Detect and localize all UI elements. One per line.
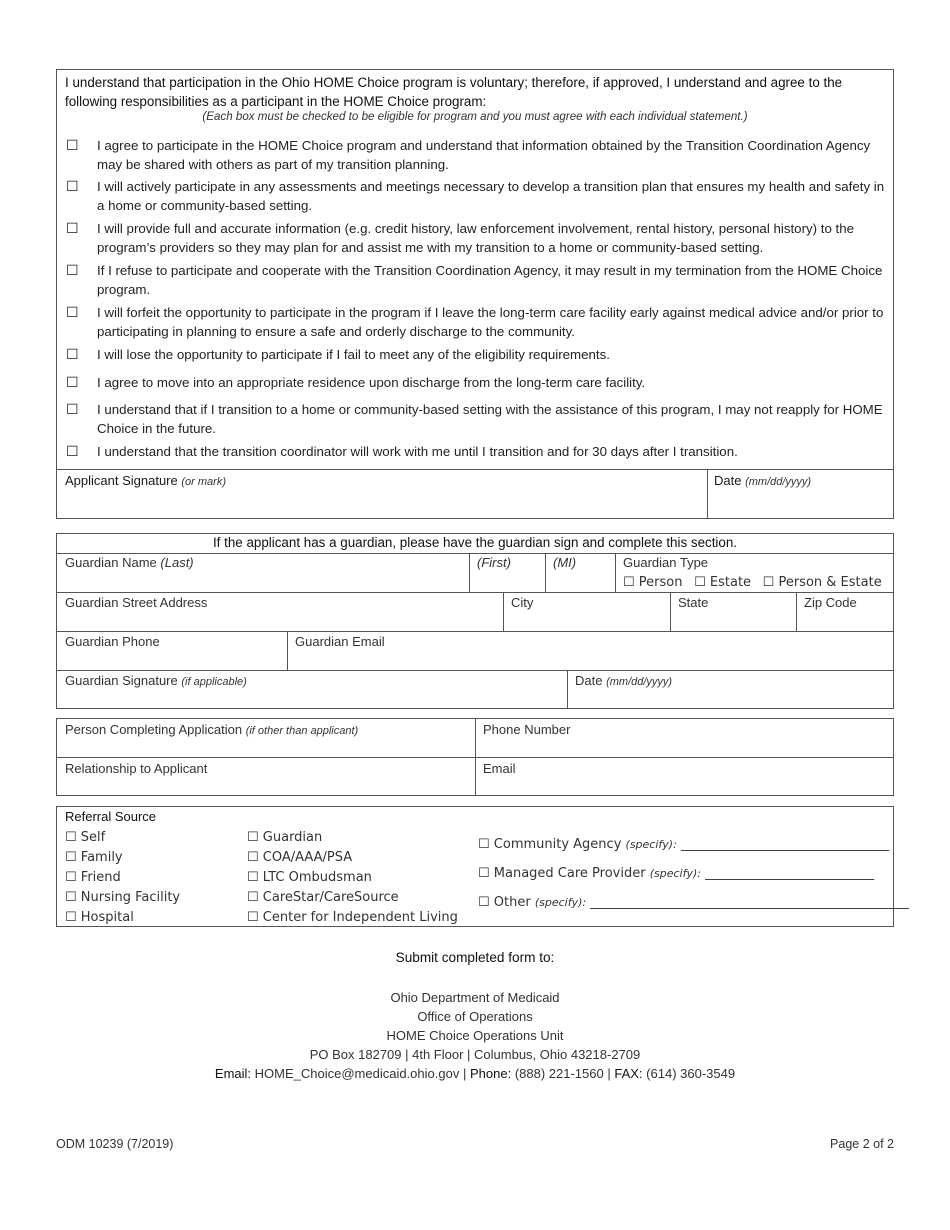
statement-text: I understand that the transition coordinator will work with me until I transition and for 30 days after I transition. [97,444,738,459]
referral-other[interactable] [478,895,909,910]
referral-other-label: ☐ Other [478,895,531,910]
guardian-email-field[interactable]: Guardian Email [295,634,385,649]
referral-guardian-checkbox[interactable]: ☐ Guardian [247,830,323,845]
guardian-zip-field[interactable]: Zip Code [804,595,857,610]
guardian-name-field[interactable] [65,555,194,570]
referral-title: Referral Source [65,809,157,824]
referral-community-agency[interactable] [478,837,889,852]
completer-email-field[interactable]: Email [483,761,516,776]
guardian-type-options [623,574,882,590]
referral-self-checkbox[interactable]: ☐ Self [65,830,106,845]
submit-fax-value: (614) 360-3549 [646,1066,736,1081]
statement-text: I will provide full and accurate information (e.g. credit history, law enforcement involvement, rental history, personal history) to the program’s providers so they may plan for and assist me with my transition to a home or community-based setting. [97,221,855,255]
referral-hospital-checkbox[interactable]: ☐ Hospital [65,910,134,925]
referral-managed-care-line[interactable]: __________________________ [705,866,875,881]
completer-person-hint: (if other than applicant) [245,725,359,737]
applicant-date-hint: (mm/dd/yyyy) [745,476,812,488]
statement-checkbox[interactable]: ☐ [66,375,79,391]
referral-community-agency-line[interactable]: ________________________________ [680,837,889,852]
completer-phone-field[interactable]: Phone Number [483,722,571,737]
responsibilities-section [56,69,894,519]
statement-checkbox[interactable]: ☐ [66,402,79,418]
applicant-signature-field[interactable] [65,473,226,488]
statement-checkbox[interactable]: ☐ [66,305,79,321]
statement-text: If I refuse to participate and cooperate with the Transition Coordination Agency, it may result in my termination from the HOME Choice program. [97,263,883,297]
statement-text: I agree to move into an appropriate residence upon discharge from the long-term care facility. [97,375,646,390]
guardian-city-field[interactable]: City [511,595,534,610]
applicant-signature-label: Applicant Signature [65,473,178,488]
guardian-signature-hint: (if applicable) [181,676,247,688]
referral-center-independent-living-checkbox[interactable]: ☐ Center for Independent Living [247,910,458,925]
guardian-date-label: Date [575,673,603,688]
submit-line-4: PO Box 182709 | 4th Floor | Columbus, Ohio 43218-2709 [309,1047,641,1062]
completer-section [56,718,894,796]
submit-fax-label: FAX: [614,1066,643,1081]
guardian-type-person-checkbox[interactable]: ☐ Person [623,575,683,590]
referral-specify-hint: (specify): [649,867,701,880]
statement-checkbox[interactable]: ☐ [66,444,79,460]
submit-email-label: Email: [214,1066,252,1081]
statement-text: I agree to participate in the HOME Choice program and understand that information obtained by the Transition Coordination Agency may be shared with others as part of my transition planning. [97,138,871,172]
guardian-section [56,533,894,709]
statement-checkbox[interactable]: ☐ [66,347,79,363]
referral-column-2 [247,828,458,928]
responsibilities-note: (Each box must be checked to be eligible for program and you must agree with each individual statement.) [202,110,748,123]
guardian-mi-field[interactable]: (MI) [553,555,577,570]
submit-phone-value: (888) 221-1560 [514,1066,604,1081]
referral-ltc-ombudsman-checkbox[interactable]: ☐ LTC Ombudsman [247,870,372,885]
statement-checkbox[interactable]: ☐ [66,138,79,154]
statement-text: I understand that if I transition to a home or community-based setting with the assistance of this program, I may not reapply for HOME Choice in the future. [97,402,883,436]
submit-line-3: HOME Choice Operations Unit [386,1028,564,1043]
submit-heading: Submit completed form to: [395,950,555,965]
referral-nursing-facility-checkbox[interactable]: ☐ Nursing Facility [65,890,181,905]
applicant-date-label: Date [714,473,742,488]
guardian-signature-label: Guardian Signature [65,673,178,688]
referral-section [56,806,909,927]
completer-person-field[interactable] [65,722,358,737]
referral-community-agency-label: ☐ Community Agency [478,837,622,852]
submit-address [0,988,950,1083]
statement-checkbox[interactable]: ☐ [66,179,79,195]
referral-other-line[interactable]: _________________________________________________ [590,895,909,910]
referral-coa-aaa-psa-checkbox[interactable]: ☐ COA/AAA/PSA [247,850,353,865]
statement-checkbox[interactable]: ☐ [66,263,79,279]
guardian-type-estate-checkbox[interactable]: ☐ Estate [694,575,752,590]
applicant-date-field[interactable] [714,473,811,488]
submit-separator: | [462,1066,467,1081]
statement-text: I will lose the opportunity to participate if I fail to meet any of the eligibility requirements. [97,347,610,362]
referral-family-checkbox[interactable]: ☐ Family [65,850,123,865]
statement-text: I will actively participate in any assessments and meetings necessary to develop a transition plan that ensures my health and safety in a home or community-based setting. [97,179,885,213]
submit-contact-line [0,1064,950,1083]
submit-phone-label: Phone: [469,1066,512,1081]
completer-relationship-field[interactable]: Relationship to Applicant [65,761,208,776]
form-id: ODM 10239 (7/2019) [56,1137,174,1151]
guardian-name-last-hint: (Last) [160,555,194,570]
submit-line-2: Office of Operations [417,1009,533,1024]
guardian-type-person-estate-checkbox[interactable]: ☐ Person & Estate [762,575,882,590]
referral-column-1 [65,828,180,928]
referral-friend-checkbox[interactable]: ☐ Friend [65,870,121,885]
guardian-header: If the applicant has a guardian, please have the guardian sign and complete this section. [212,535,738,550]
statement-text: I will forfeit the opportunity to participate in the program if I leave the long-term care facility early against medical advice and/or prior to participating in planning to ensure a safe and orderly discharge to the community. [97,305,884,339]
guardian-phone-field[interactable]: Guardian Phone [65,634,160,649]
statement-checkbox[interactable]: ☐ [66,221,79,237]
submit-separator: | [607,1066,611,1081]
guardian-date-hint: (mm/dd/yyyy) [606,676,673,688]
completer-person-label: Person Completing Application [65,722,243,737]
guardian-first-field[interactable]: (First) [477,555,511,570]
page-number: Page 2 of 2 [830,1137,894,1151]
guardian-type-label: Guardian Type [623,555,709,570]
submit-email-value[interactable]: HOME_Choice@medicaid.ohio.gov [254,1066,460,1081]
guardian-signature-field[interactable] [65,673,247,688]
referral-managed-care[interactable] [478,866,874,881]
submit-line-1: Ohio Department of Medicaid [390,990,560,1005]
guardian-state-field[interactable]: State [678,595,709,610]
referral-carestar-caresource-checkbox[interactable]: ☐ CareStar/CareSource [247,890,399,905]
guardian-street-field[interactable]: Guardian Street Address [65,595,208,610]
guardian-date-field[interactable] [575,673,672,688]
responsibilities-intro: I understand that participation in the Ohio HOME Choice program is voluntary; therefore, if approved, I understand and agree to the following responsibilities as a participant in the HOME Choice program: [65,75,843,109]
referral-managed-care-label: ☐ Managed Care Provider [478,866,646,881]
guardian-name-label: Guardian Name [65,555,157,570]
applicant-signature-hint: (or mark) [181,476,226,488]
referral-specify-hint: (specify): [625,838,677,851]
referral-specify-hint: (specify): [534,896,587,909]
